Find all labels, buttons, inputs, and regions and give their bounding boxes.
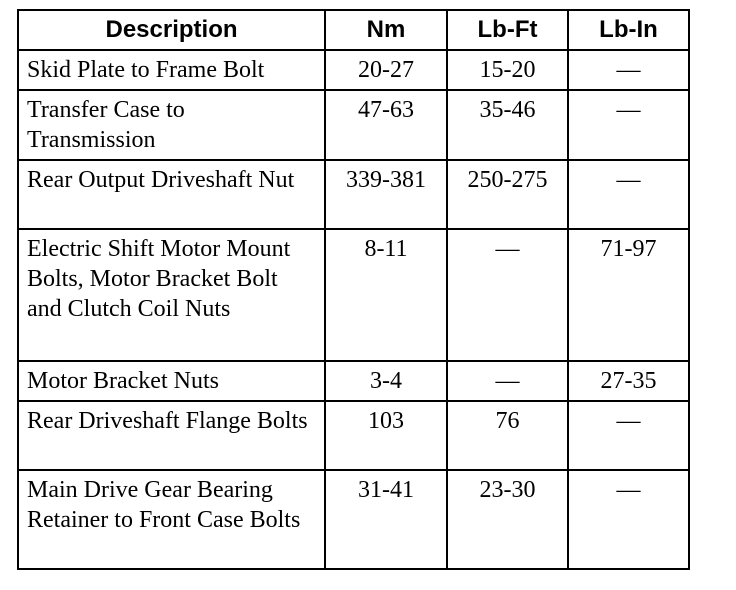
cell-description: Transfer Case to Transmission — [18, 90, 325, 160]
cell-lb-in: — — [568, 50, 689, 90]
header-nm: Nm — [325, 10, 447, 50]
cell-lb-in: — — [568, 470, 689, 569]
cell-description: Electric Shift Motor Mount Bolts, Motor Bracket Bolt and Clutch Coil Nuts — [18, 229, 325, 361]
table-row — [18, 470, 689, 569]
cell-lb-ft: — — [447, 229, 568, 361]
cell-description: Rear Output Driveshaft Nut — [18, 160, 325, 229]
cell-lb-ft: 35-46 — [447, 90, 568, 160]
cell-nm: 3-4 — [325, 361, 447, 401]
cell-nm: 103 — [325, 401, 447, 470]
cell-nm: 339-381 — [325, 160, 447, 229]
table-row — [18, 90, 689, 160]
header-lb-in: Lb-In — [568, 10, 689, 50]
cell-lb-in: — — [568, 90, 689, 160]
cell-description: Motor Bracket Nuts — [18, 361, 325, 401]
table-row — [18, 160, 689, 229]
cell-nm: 8-11 — [325, 229, 447, 361]
cell-nm: 20-27 — [325, 50, 447, 90]
header-row — [18, 10, 689, 50]
cell-lb-in: 27-35 — [568, 361, 689, 401]
cell-description: Main Drive Gear Bearing Retainer to Front Case Bolts — [18, 470, 325, 569]
cell-nm: 31-41 — [325, 470, 447, 569]
cell-lb-ft: 76 — [447, 401, 568, 470]
cell-lb-in: 71-97 — [568, 229, 689, 361]
table-row — [18, 361, 689, 401]
cell-description: Rear Driveshaft Flange Bolts — [18, 401, 325, 470]
cell-nm: 47-63 — [325, 90, 447, 160]
cell-lb-ft: 15-20 — [447, 50, 568, 90]
torque-spec-table — [17, 9, 690, 570]
header-description: Description — [18, 10, 325, 50]
cell-lb-ft: — — [447, 361, 568, 401]
cell-lb-ft: 250-275 — [447, 160, 568, 229]
cell-lb-in: — — [568, 401, 689, 470]
cell-lb-ft: 23-30 — [447, 470, 568, 569]
cell-lb-in: — — [568, 160, 689, 229]
table-row — [18, 229, 689, 361]
table-row — [18, 50, 689, 90]
table-row — [18, 401, 689, 470]
cell-description: Skid Plate to Frame Bolt — [18, 50, 325, 90]
header-lb-ft: Lb-Ft — [447, 10, 568, 50]
